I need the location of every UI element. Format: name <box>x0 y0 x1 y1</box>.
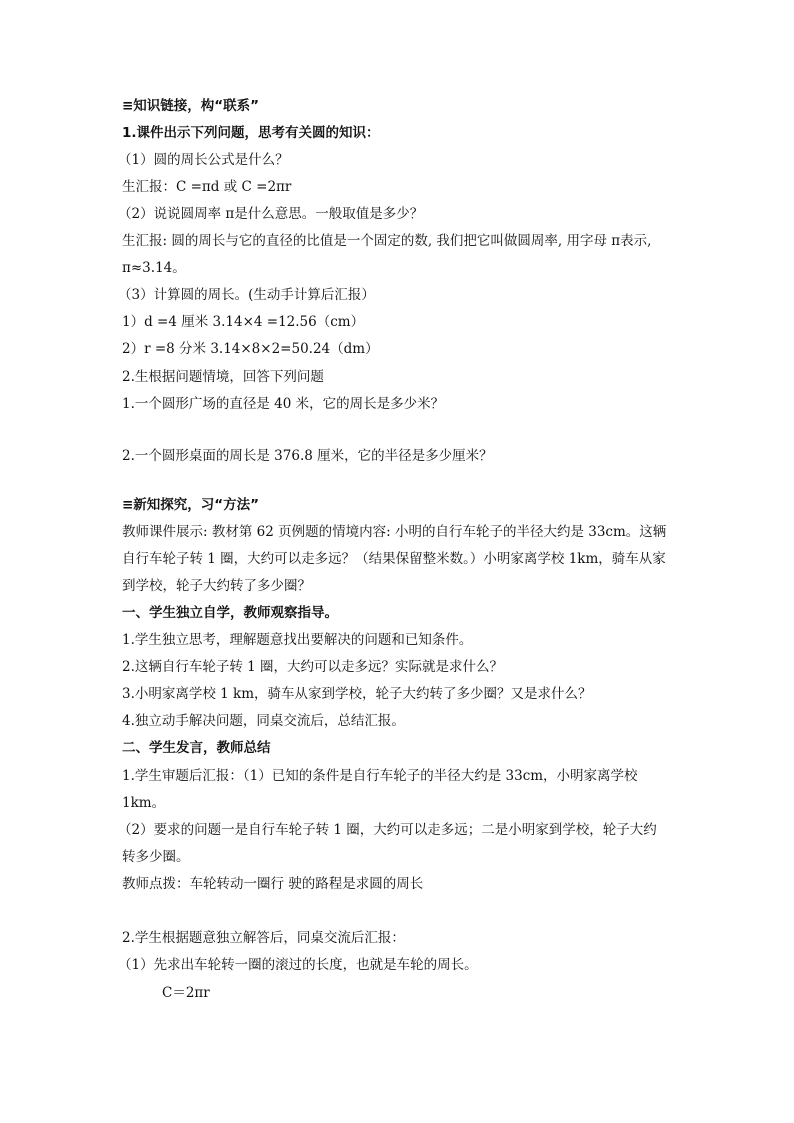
section-heading-knowledge-link: ≡知识链接，构“联系” <box>122 98 260 114</box>
answer-step-1: （1）先求出车轮转一圈的滚过的长度，也就是车轮的周长。 <box>118 957 478 973</box>
subheading-answer-questions: 2.生根据问题情境，回答下列问题 <box>122 369 324 385</box>
pi-value: π≈3.14。 <box>122 260 186 276</box>
section-student-speech: 二、学生发言，教师总结 <box>122 740 271 756</box>
problem-2: 2.一个圆形桌面的周长是 376.8 厘米，它的半径是多少厘米？ <box>122 448 493 464</box>
teacher-display-line-2: 自行车轮子转 1 圈，大约可以走多远？（结果保留整米数。）小明家离学校 1km，骑车从家 <box>122 551 666 567</box>
self-study-item-4: 4.独立动手解决问题，同桌交流后，总结汇报。 <box>122 713 405 729</box>
question-2: （2）说说圆周率 π是什么意思。一般取值是多少？ <box>118 206 424 222</box>
self-study-item-2: 2.这辆自行车轮子转 1 圈，大约可以走多远？实际就是求什么？ <box>122 659 504 675</box>
subheading-courseware-questions: 1.课件出示下列问题，思考有关圆的知识： <box>122 125 380 141</box>
answer-intro: 2.学生根据题意独立解答后，同桌交流后汇报： <box>122 930 405 946</box>
speech-line-4: 转多少圈。 <box>122 849 190 865</box>
question-1: （1）圆的周长公式是什么？ <box>118 152 289 168</box>
section-self-study: 一、学生独立自学，教师观察指导。 <box>122 605 338 621</box>
teacher-display-line-1: 教师课件展示: 教材第 62 页例题的情境内容: 小明的自行车轮子的半径大约是 33cm。这辆 <box>122 524 667 540</box>
question-3: （3）计算圆的周长。(生动手计算后汇报） <box>118 287 375 303</box>
calc-2: 2）r =8 分米 3.14×8×2=50.24（dm） <box>122 341 379 357</box>
speech-line-3: （2）要求的问题一是自行车轮子转 1 圈，大约可以走多远；二是小明家到学校，轮子大约 <box>118 822 657 838</box>
calc-1: 1）d =4 厘米 3.14×4 =12.56（cm） <box>122 314 365 330</box>
student-report-1: 生汇报：C =πd 或 C =2πr <box>122 179 292 195</box>
teacher-hint: 教师点拨：车轮转动一圈行 驶的路程是求圆的周长 <box>122 876 424 892</box>
student-report-2: 生汇报: 圆的周长与它的直径的比值是一个固定的数, 我们把它叫做圆周率, 用字母 π表示, <box>122 233 652 249</box>
self-study-item-1: 1.学生独立思考，理解题意找出要解决的问题和已知条件。 <box>122 632 473 648</box>
speech-line-2: 1km。 <box>122 795 166 811</box>
section-heading-new-knowledge: ≡新知探究，习“方法” <box>122 497 260 513</box>
problem-1: 1.一个圆形广场的直径是 40 米，它的周长是多少米？ <box>122 396 445 412</box>
formula-circumference: C＝2πr <box>162 985 210 1001</box>
speech-line-1: 1.学生审题后汇报：（1）已知的条件是自行车轮子的半径大约是 33cm，小明家离学校 <box>122 768 638 784</box>
teacher-display-line-3: 到学校，轮子大约转了多少圈？ <box>122 578 311 594</box>
self-study-item-3: 3.小明家离学校 1 km，骑车从家到学校，轮子大约转了多少圈？又是求什么？ <box>122 686 592 702</box>
